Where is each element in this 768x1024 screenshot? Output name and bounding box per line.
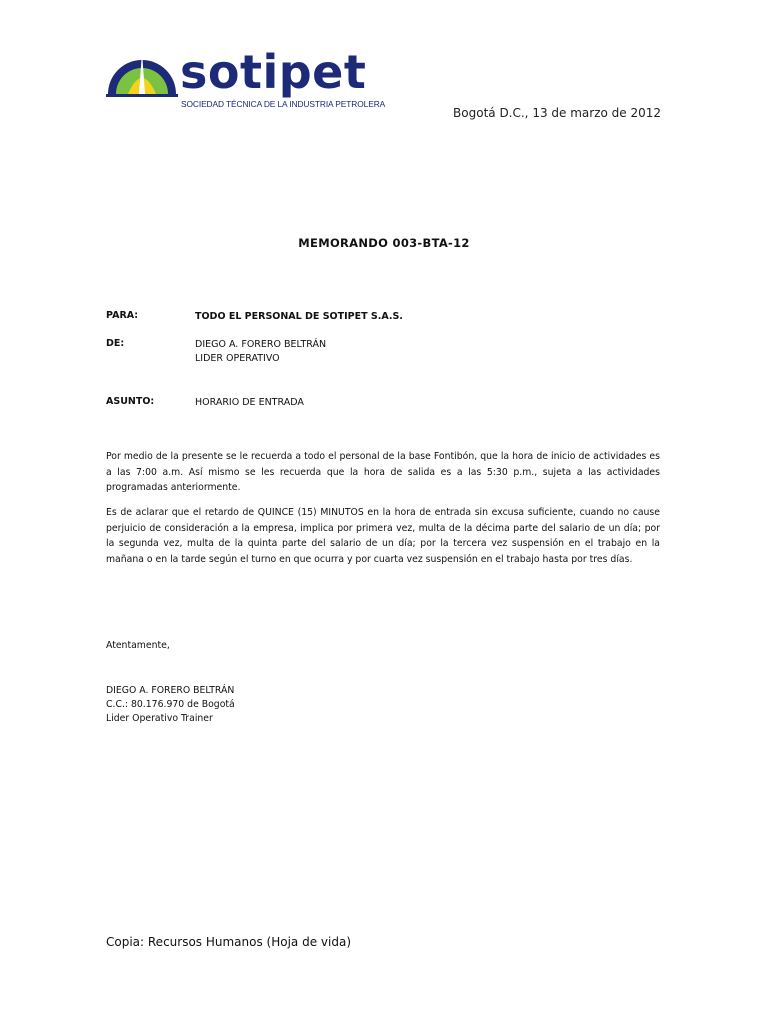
signature-id: C.C.: 80.176.970 de Bogotá (106, 699, 235, 710)
para-label: PARA: (106, 310, 139, 321)
signature-block (106, 684, 235, 726)
de-value-role: LIDER OPERATIVO (195, 353, 280, 364)
memo-title: MEMORANDO 003-BTA-12 (298, 236, 470, 250)
logo-tagline: SOCIEDAD TÉCNICA DE LA INDUSTRIA PETROLERA (181, 99, 386, 109)
logo-emblem-icon (106, 44, 178, 104)
de-value-name: DIEGO A. FORERO BELTRÁN (195, 339, 327, 350)
body-paragraph-2: Es de aclarar que el retardo de QUINCE (15) MINUTOS en la hora de entrada sin excusa suficiente, cuando no cause perjuicio de consideración a la empresa, implica por primera vez, multa de la décima parte del salario de un día; por la segunda vez, multa de la quinta parte del salario de un día; por la tercera vez suspensión en el trabajo en la mañana o en la tarde según el turno en que ocurra y por cuarta vez suspensión en el trabajo hasta por tres días. (106, 507, 660, 565)
signature-role: Lider Operativo Trainer (106, 713, 213, 724)
de-label: DE: (106, 338, 125, 349)
copy-note: Copia: Recursos Humanos (Hoja de vida) (106, 935, 351, 949)
signature-name: DIEGO A. FORERO BELTRÁN (106, 685, 235, 696)
body-paragraph-1: Por medio de la presente se le recuerda a todo el personal de la base Fontibón, que la hora de inicio de actividades es a las 7:00 a.m. Así mismo se les recuerda que la hora de salida es a las 5:30 p.m., sujeta a las actividades programadas anteriormente. (106, 451, 660, 493)
para-value: TODO EL PERSONAL DE SOTIPET S.A.S. (195, 311, 403, 322)
asunto-label: ASUNTO: (106, 396, 155, 407)
company-logo (106, 44, 386, 114)
logo-wordmark: sotipet (180, 45, 367, 99)
de-value (195, 338, 326, 366)
asunto-value: HORARIO DE ENTRADA (195, 397, 304, 408)
memo-date: Bogotá D.C., 13 de marzo de 2012 (453, 106, 661, 120)
closing: Atentamente, (106, 640, 170, 651)
